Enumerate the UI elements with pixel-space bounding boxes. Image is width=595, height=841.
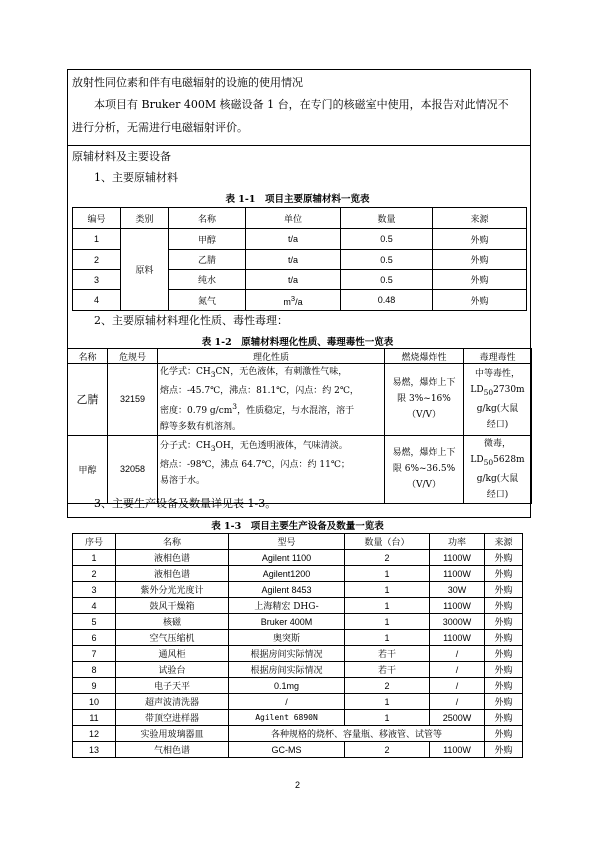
cell-flammability [385,364,464,436]
table-row [73,630,523,646]
header-cell: 类别 [121,208,169,229]
cell-model: 上海精宏 DHG- [229,598,345,614]
cell-power: 2500W [430,710,485,726]
text: 3 [210,369,216,379]
table-row [73,582,523,598]
cell-name: 纯水 [169,270,246,290]
cell-no: 3 [73,582,116,598]
cell-name: 紫外分光光度计 [116,582,229,598]
text: 熔点：-98℃，沸点 64.7℃，闪点：约 11℃； [160,459,350,470]
cell-name: 实验用玻璃器皿 [116,726,229,742]
cell-qty: 1 [345,630,430,646]
text: 分子式：CH [160,440,211,451]
cell-source: 外购 [485,726,523,742]
text: OH，无色透明液体，气味清淡。 [215,440,348,451]
cell-flammability [385,435,464,503]
cell-model: GC-MS [229,742,345,758]
paragraph-line-2: 进行分析，无需进行电磁辐射评价。 [72,121,248,134]
cell-power: 1100W [430,566,485,582]
subheading-properties: 2、主要原辅材料理化性质、毒性毒理： [94,314,288,327]
cell-qty: 0.5 [341,250,433,270]
cell-name: 鼓风干燥箱 [116,598,229,614]
section-heading-materials: 原辅材料及主要设备 [72,150,171,163]
cell-no: 5 [73,614,116,630]
cell-name: 甲醇 [169,229,246,250]
cell-power: 1100W [430,550,485,566]
cell-no: 9 [73,678,116,694]
cell-toxicity [464,364,532,436]
cell-no: 1 [73,229,121,250]
unit-sup: 3 [290,293,296,303]
text: LD [470,385,484,395]
cell-no: 11 [73,710,116,726]
cell-model: 奥突斯 [229,630,345,646]
cell-power: 1100W [430,630,485,646]
table-row [73,742,523,758]
cell-source: 外购 [433,270,527,290]
cell-source: 外购 [485,550,523,566]
text: （V/V） [406,410,442,421]
cell-unit: t/a [246,250,341,270]
header-cell: 来源 [485,534,523,550]
cell-source: 外购 [433,229,527,250]
text: g/kg(大鼠 [476,473,519,484]
header-cell: 名称 [68,349,108,364]
text: 熔点：-45.7℃，沸点：81.1℃，闪点：约 2℃， [160,385,359,396]
cell-qty: 2 [345,742,430,758]
text: 5628m [493,454,525,465]
cell-qty: 1 [345,598,430,614]
cell-no: 4 [73,598,116,614]
table-row [68,435,532,503]
cell-no: 13 [73,742,116,758]
cell-power: / [430,694,485,710]
cell-properties [158,364,385,436]
cell-source: 外购 [485,710,523,726]
cell-name: 液相色谱 [116,550,229,566]
cell-name: 核磁 [116,614,229,630]
cell-model: 根据房间实际情况 [229,662,345,678]
paragraph-line-1: 本项目有 Bruker 400M 核磁设备 1 台，在专门的核磁室中使用，本报告对此情况不 [94,98,509,111]
cell-name: 乙腈 [169,250,246,270]
table-row [73,646,523,662]
text: 3 [210,443,216,453]
text: ，性质稳定，与水混溶，溶于 [237,405,355,416]
header-cell: 功率 [430,534,485,550]
header-cell: 名称 [116,534,229,550]
table-materials [72,207,527,311]
header-cell: 燃烧爆炸性 [385,349,464,364]
cell-name: 通风柜 [116,646,229,662]
text: （V/V） [406,480,442,491]
cell-name: 甲醇 [68,435,108,503]
cell-qty: 若干 [345,646,430,662]
cell-qty: 1 [345,710,430,726]
cell-name: 电子天平 [116,678,229,694]
cell-source: 外购 [485,614,523,630]
cell-qty: 0.5 [341,270,433,290]
cell-power: 30W [430,582,485,598]
cell-qty: 若干 [345,662,430,678]
cell-qty: 1 [345,566,430,582]
table3-caption: 表 1-3 项目主要生产设备及数量一览表 [211,521,384,532]
header-cell: 名称 [169,208,246,229]
cell-no: 4 [73,290,121,311]
cell-no: 1 [73,550,116,566]
subheading-materials: 1、主要原辅材料 [94,171,178,184]
text: CN，无色液体，有刺激性气味， [215,367,348,377]
text: LD [470,454,484,465]
header-cell: 单位 [246,208,341,229]
text: 醇等多数有机溶剂。 [160,421,242,432]
cell-source: 外购 [485,742,523,758]
cell-code: 32159 [108,364,158,436]
table-row [73,678,523,694]
cell-source: 外购 [485,630,523,646]
cell-qty: 0.5 [341,229,433,250]
cell-power: 3000W [430,614,485,630]
header-cell: 理化性质 [158,349,385,364]
cell-qty: 1 [345,614,430,630]
cell-code: 32058 [108,435,158,503]
cell-source: 外购 [433,250,527,270]
cell-name: 气相色谱 [116,742,229,758]
cell-model: Agilent1200 [229,566,345,582]
text: 中等毒性， [474,369,520,379]
cell-model: 0.1mg [229,678,345,694]
text: 易燃，爆炸上下 [392,448,456,459]
cell-power: 1100W [430,742,485,758]
table1-caption: 表 1-1 项目主要原辅材料一览表 [225,194,370,205]
text: 微毒， [483,438,511,449]
cell-power: / [430,678,485,694]
cell-name: 试验台 [116,662,229,678]
text: 密度：0.79 g/cm [160,405,233,416]
cell-name: 超声波清洗器 [116,694,229,710]
table-row [73,566,523,582]
cell-model: Bruker 400M [229,614,345,630]
cell-name: 空气压缩机 [116,630,229,646]
cell-name: 液相色谱 [116,566,229,582]
table-properties [67,348,532,504]
cell-no: 7 [73,646,116,662]
unit-base: m [283,296,291,307]
table-row [73,550,523,566]
cell-no: 6 [73,630,116,646]
cell-unit [246,290,341,311]
cell-power: / [430,662,485,678]
text: 3 [232,401,238,411]
text: 经口) [486,419,509,430]
cell-source: 外购 [485,662,523,678]
header-cell: 序号 [73,534,116,550]
table-row [73,710,523,726]
table-row [68,364,532,436]
cell-qty: 0.48 [341,290,433,311]
cell-properties [158,435,385,503]
text: 经口) [486,489,509,500]
cell-power: / [430,646,485,662]
cell-model: Agilent 8453 [229,582,345,598]
text: 易溶于水。 [160,475,206,486]
table-row [73,614,523,630]
section-divider [67,145,531,146]
cell-source: 外购 [485,694,523,710]
cell-merged-spec: 各种规格的烧杯、容量瓶、移液管、试管等 [229,726,485,742]
cell-source: 外购 [485,646,523,662]
cell-name: 乙腈 [68,364,108,436]
header-cell: 数量（台） [345,534,430,550]
header-cell: 型号 [229,534,345,550]
table-row [73,662,523,678]
cell-model: / [229,694,345,710]
cell-unit: t/a [246,229,341,250]
cell-no: 3 [73,270,121,290]
table-row [73,726,523,742]
text: 限 3%~16% [397,394,451,405]
cell-toxicity [464,435,532,503]
table-row [73,598,523,614]
cell-qty: 1 [345,694,430,710]
cell-unit: t/a [246,270,341,290]
cell-no: 8 [73,662,116,678]
cell-model: 根据房间实际情况 [229,646,345,662]
cell-source: 外购 [485,598,523,614]
section-heading-radiation: 放射性同位素和伴有电磁辐射的设施的使用情况 [72,76,303,89]
cell-no: 10 [73,694,116,710]
subheading-equipment: 3、主要生产设备及数量详见表 1-3。 [94,497,277,510]
cell-qty: 2 [345,678,430,694]
table-row [73,229,527,250]
header-cell: 编号 [73,208,121,229]
header-cell: 来源 [433,208,527,229]
text: 易燃，爆炸上下 [392,378,456,389]
cell-power: 1100W [430,598,485,614]
header-cell: 危规号 [108,349,158,364]
unit-tail: /a [295,296,303,307]
cell-qty: 2 [345,550,430,566]
text: g/kg(大鼠 [476,403,519,414]
cell-source: 外购 [485,566,523,582]
text: 50 [483,457,494,467]
table-row [73,694,523,710]
cell-model: Agilent 1100 [229,550,345,566]
text: 化学式：CH [160,367,211,377]
header-cell: 毒理毒性 [464,349,532,364]
page-number: 2 [294,780,300,790]
text: 限 6%~36.5% [392,464,456,475]
text: 50 [483,387,494,397]
text: 2730m [493,385,525,395]
cell-source: 外购 [433,290,527,311]
cell-qty: 1 [345,582,430,598]
cell-name: 带顶空进样器 [116,710,229,726]
table-equipment [72,533,523,758]
cell-category: 原料 [121,229,169,311]
cell-no: 2 [73,566,116,582]
table2-caption: 表 1-2 原辅材料理化性质、毒理毒性一览表 [201,337,394,348]
cell-source: 外购 [485,678,523,694]
cell-no: 12 [73,726,116,742]
cell-name: 氮气 [169,290,246,311]
cell-model: Agilent 6890N [229,710,345,726]
cell-no: 2 [73,250,121,270]
header-cell: 数量 [341,208,433,229]
cell-source: 外购 [485,582,523,598]
